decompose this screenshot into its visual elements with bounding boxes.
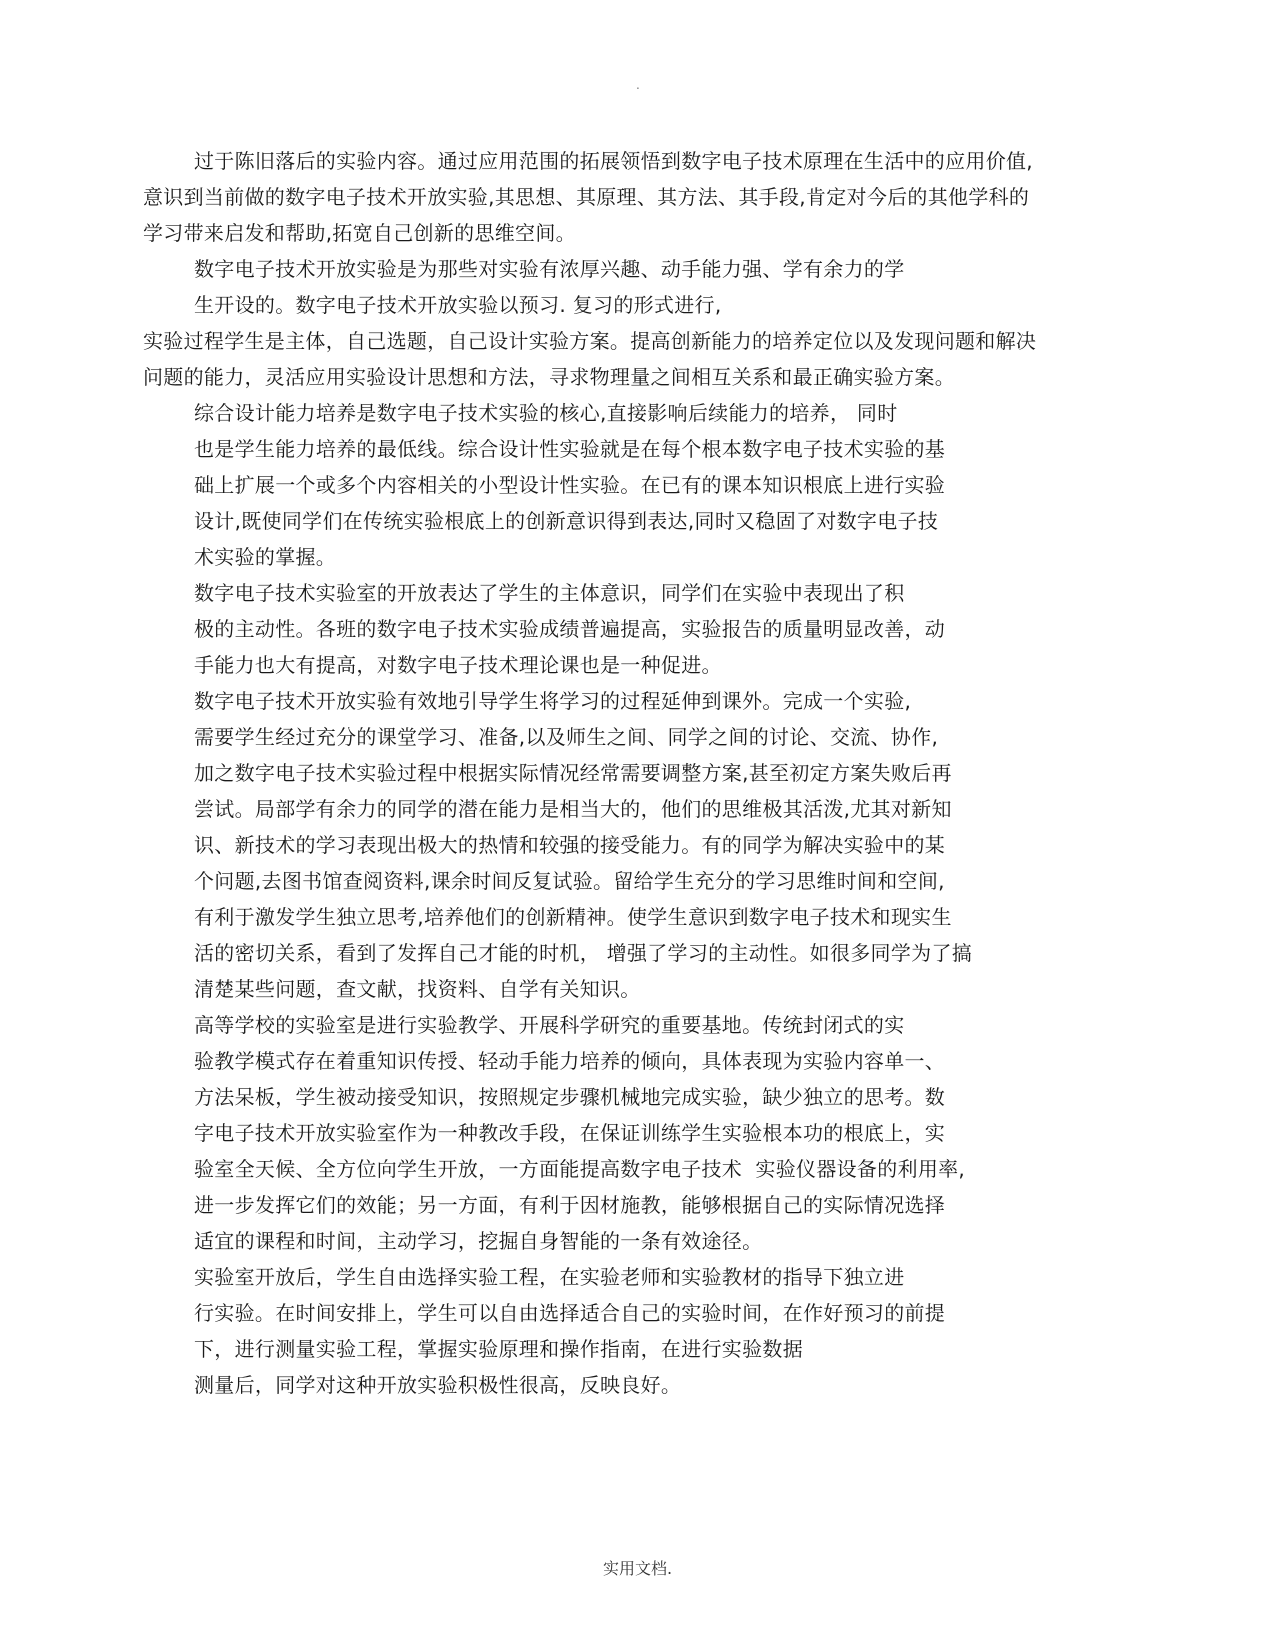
text-line: 适宜的课程和时间，主动学习，挖掘自身智能的一条有效途径。 — [194, 1229, 763, 1253]
text-line: 综合设计能力培养是数字电子技术实验的核心,直接影响后续能力的培养， 同时 — [194, 401, 898, 425]
text-line: 清楚某些问题，查文献，找资料、自学有关知识。 — [194, 977, 641, 1001]
text-line: 高等学校的实验室是进行实验教学、开展科学研究的重要基地。传统封闭式的实 — [194, 1013, 905, 1037]
text-line: 活的密切关系，看到了发挥自己才能的时机， 增强了学习的主动性。如很多同学为了搞 — [194, 941, 973, 965]
text-line: 数字电子技术实验室的开放表达了学生的主体意识，同学们在实验中表现出了积 — [194, 581, 905, 605]
text-line: 实验过程学生是主体，自己选题，自己设计实验方案。提高创新能力的培养定位以及发现问题和解决 — [143, 329, 1037, 353]
text-line: 数字电子技术开放实验有效地引导学生将学习的过程延伸到课外。完成一个实验, — [194, 689, 912, 713]
text-line: 进一步发挥它们的效能；另一方面，有利于因材施教，能够根据自己的实际情况选择 — [194, 1193, 946, 1217]
text-line: 加之数字电子技术实验过程中根据实际情况经常需要调整方案,甚至初定方案失败后再 — [194, 761, 952, 785]
text-line: 识、新技术的学习表现出极大的热情和较强的接受能力。有的同学为解决实验中的某 — [194, 833, 946, 857]
text-line: 术实验的掌握。 — [194, 545, 337, 569]
text-line: 意识到当前做的数字电子技术开放实验,其思想、其原理、其方法、其手段,肯定对今后的其他学科的 — [143, 185, 1030, 209]
text-line: 验室全天候、全方位向学生开放，一方面能提高数字电子技术 实验仪器设备的利用率, — [194, 1157, 966, 1181]
header-mark: . — [636, 78, 640, 92]
text-line: 生开设的。数字电子技术开放实验以预习. 复习的形式进行, — [194, 293, 722, 317]
text-line: 础上扩展一个或多个内容相关的小型设计性实验。在已有的课本知识根底上进行实验 — [194, 473, 946, 497]
text-line: 学习带来启发和帮助,拓宽自己创新的思维空间。 — [143, 221, 576, 245]
text-line: 实验室开放后，学生自由选择实验工程，在实验老师和实验教材的指导下独立进 — [194, 1265, 905, 1289]
text-line: 方法呆板，学生被动接受知识，按照规定步骤机械地完成实验，缺少独立的思考。数 — [194, 1085, 946, 1109]
text-line: 手能力也大有提高，对数字电子技术理论课也是一种促进。 — [194, 653, 722, 677]
text-line: 个问题,去图书馆查阅资料,课余时间反复试验。留给学生充分的学习思维时间和空间, — [194, 869, 945, 893]
text-line: 验教学模式存在着重知识传授、轻动手能力培养的倾向，具体表现为实验内容单一、 — [194, 1049, 946, 1073]
text-line: 数字电子技术开放实验是为那些对实验有浓厚兴趣、动手能力强、学有余力的学 — [194, 257, 905, 281]
text-line: 极的主动性。各班的数字电子技术实验成绩普遍提高，实验报告的质量明显改善，动 — [194, 617, 946, 641]
text-line: 行实验。在时间安排上，学生可以自由选择适合自己的实验时间，在作好预习的前提 — [194, 1301, 946, 1325]
text-line: 尝试。局部学有余力的同学的潜在能力是相当大的，他们的思维极其活泼,尤其对新知 — [194, 797, 952, 821]
text-line: 也是学生能力培养的最低线。综合设计性实验就是在每个根本数字电子技术实验的基 — [194, 437, 946, 461]
page-footer: 实用文档. — [602, 1559, 673, 1578]
text-line: 有利于激发学生独立思考,培养他们的创新精神。使学生意识到数字电子技术和现实生 — [194, 905, 952, 929]
text-line: 过于陈旧落后的实验内容。通过应用范围的拓展领悟到数字电子技术原理在生活中的应用价值, — [194, 149, 1033, 173]
text-line: 测量后，同学对这种开放实验积极性很高，反映良好。 — [194, 1373, 682, 1397]
text-line: 设计,既使同学们在传统实验根底上的创新意识得到表达,同时又稳固了对数字电子技 — [194, 509, 939, 533]
text-line: 下，进行测量实验工程，掌握实验原理和操作指南，在进行实验数据 — [194, 1337, 803, 1361]
text-line: 字电子技术开放实验室作为一种教改手段，在保证训练学生实验根本功的根底上，实 — [194, 1121, 946, 1145]
text-line: 问题的能力，灵活应用实验设计思想和方法，寻求物理量之间相互关系和最正确实验方案。 — [143, 365, 955, 389]
text-line: 需要学生经过充分的课堂学习、准备,以及师生之间、同学之间的讨论、交流、协作, — [194, 725, 939, 749]
